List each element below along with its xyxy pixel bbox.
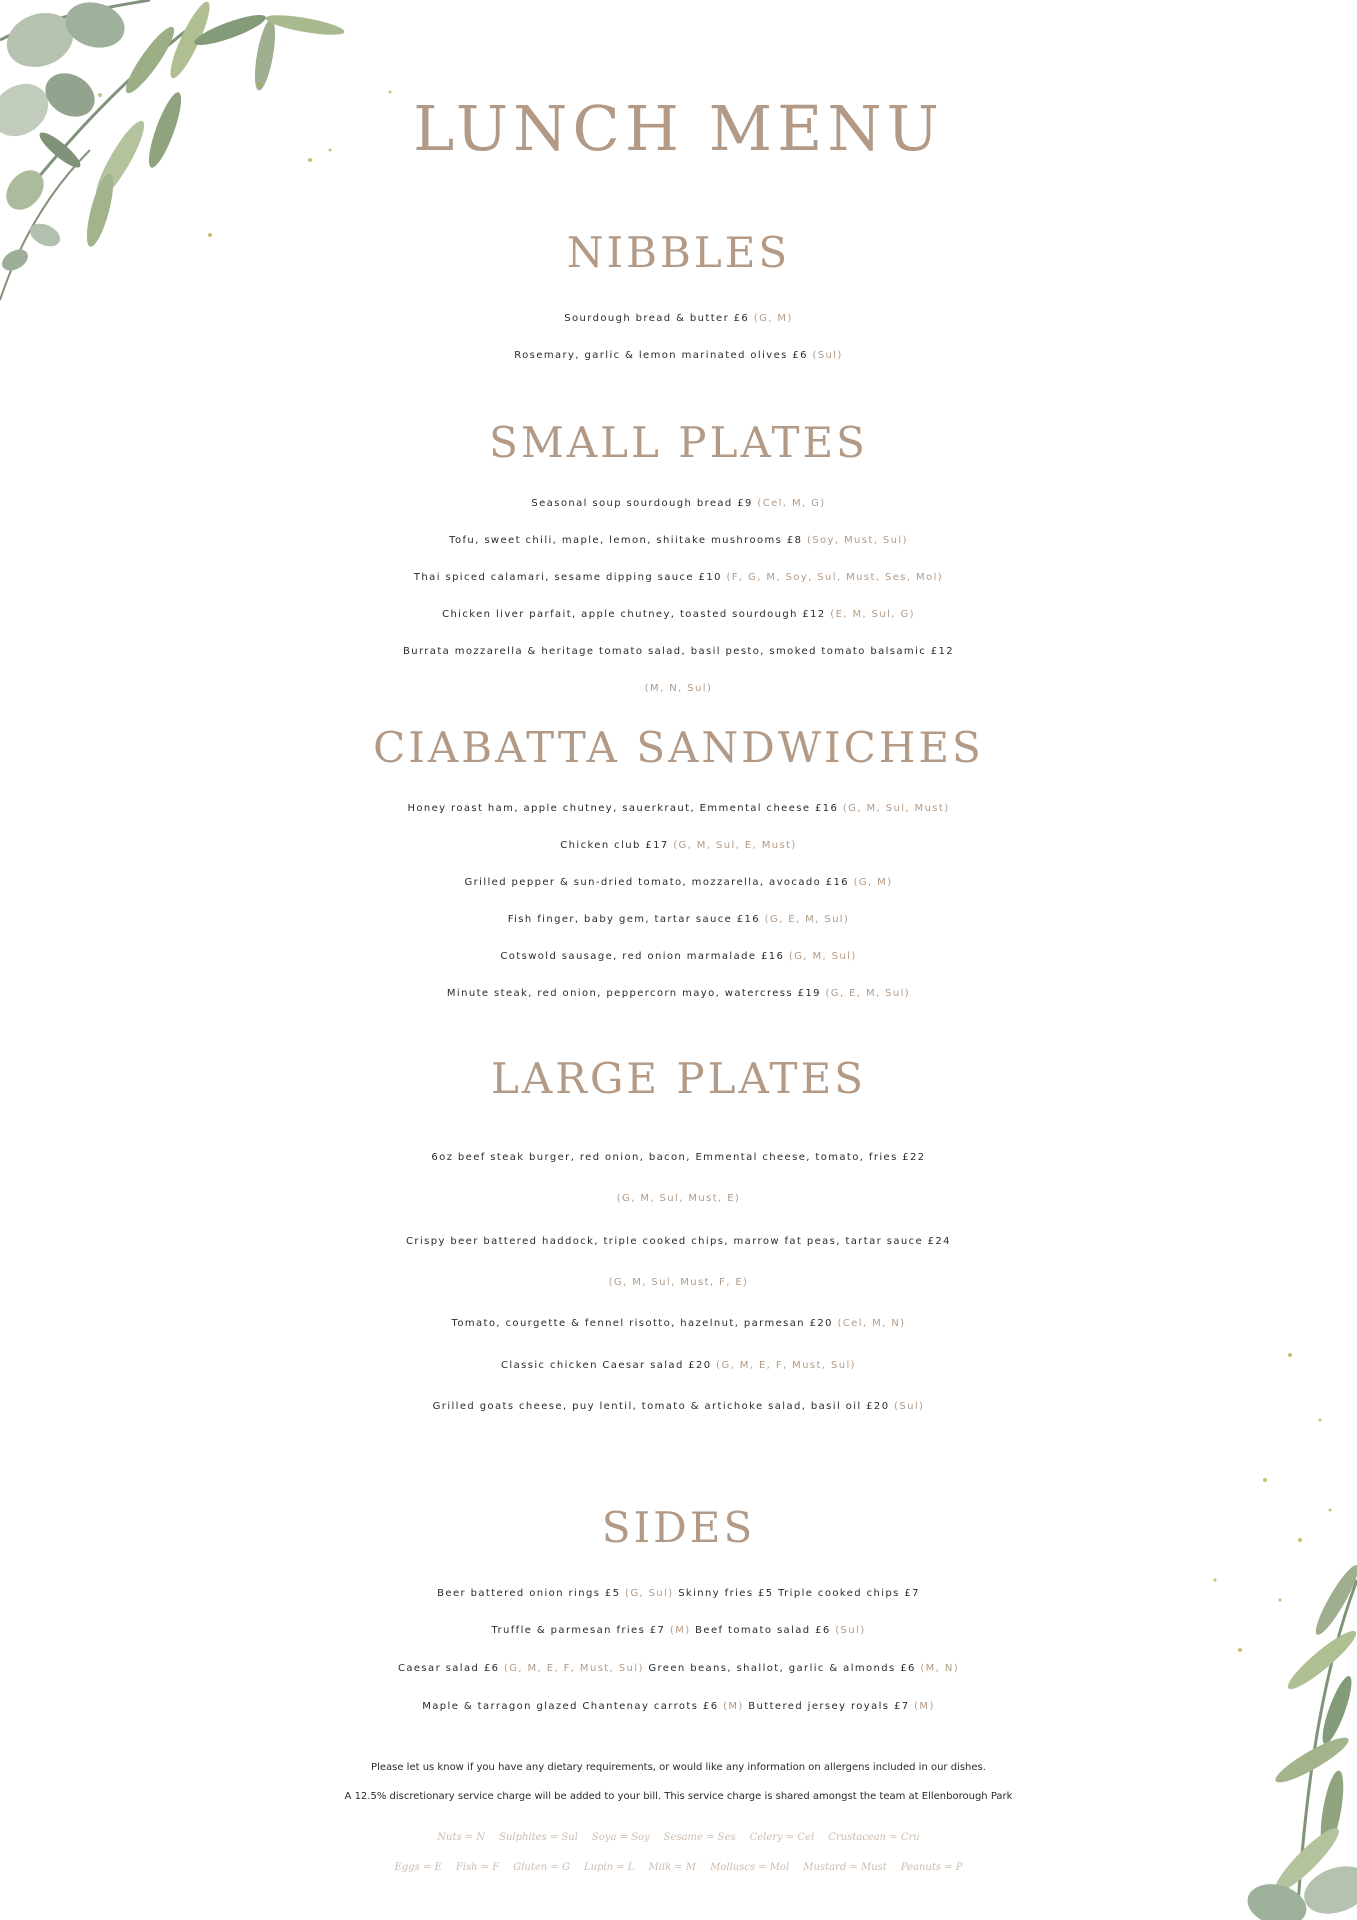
menu-item	[0, 840, 1357, 851]
menu-item-text: Sourdough bread & butter £6	[564, 313, 750, 324]
allergen-key-entry: Sesame = Ses	[663, 1832, 736, 1843]
sides-line	[0, 1625, 1357, 1636]
menu-item-text: 6oz beef steak burger, red onion, bacon, Emmental cheese, tomato, fries £22	[431, 1152, 926, 1163]
allergen-key-entry: Gluten = G	[513, 1862, 570, 1873]
allergen-codes: (M, N)	[920, 1663, 960, 1674]
menu-item	[0, 1152, 1357, 1163]
allergen-key-entry: Crustacean = Cru	[828, 1832, 920, 1843]
allergen-codes: (G, M, Sul, Must)	[842, 803, 950, 814]
menu-item-text: Cotswold sausage, red onion marmalade £16	[500, 951, 785, 962]
menu-item-text: Maple & tarragon glazed Chantenay carrots £6	[422, 1701, 719, 1712]
allergen-key-row-1	[0, 1832, 1357, 1843]
allergen-codes: (G, M, Sul, Must, E)	[616, 1193, 741, 1204]
menu-item	[0, 313, 1357, 324]
allergen-key-row-2	[0, 1862, 1357, 1873]
allergen-codes: (Sul)	[894, 1401, 925, 1412]
menu-item-continuation	[0, 1193, 1357, 1204]
allergen-codes: (Sul)	[835, 1625, 866, 1636]
menu-item-text: Honey roast ham, apple chutney, sauerkraut, Emmental cheese £16	[407, 803, 839, 814]
service-charge-note: A 12.5% discretionary service charge will be added to your bill. This service charge is shared amongst the team at Ellenborough Park	[344, 1791, 1013, 1802]
menu-item-text: Fish finger, baby gem, tartar sauce £16	[507, 914, 761, 925]
menu-item	[0, 803, 1357, 814]
allergen-key-entry: Fish = F	[455, 1862, 500, 1873]
menu-item-continuation	[0, 683, 1357, 694]
menu-item	[0, 1318, 1357, 1329]
allergen-key-entry: Eggs = E	[394, 1862, 442, 1873]
menu-item-text: Minute steak, red onion, peppercorn mayo, watercress £19	[446, 988, 821, 999]
allergen-codes: (F, G, M, Soy, Sul, Must, Ses, Mol)	[726, 572, 944, 583]
menu-item-text: Beer battered onion rings £5	[437, 1588, 621, 1599]
menu-item	[0, 535, 1357, 546]
menu-item	[0, 646, 1357, 657]
menu-item-text: Thai spiced calamari, sesame dipping sauce £10	[413, 572, 722, 583]
menu-item-text: Grilled pepper & sun-dried tomato, mozzarella, avocado £16	[464, 877, 849, 888]
menu-item-text: Grilled goats cheese, puy lentil, tomato & artichoke salad, basil oil £20	[432, 1401, 890, 1412]
menu-item-text: Tomato, courgette & fennel risotto, hazelnut, parmesan £20	[451, 1318, 833, 1329]
menu-item	[0, 877, 1357, 888]
allergen-key-entry: Nuts = N	[437, 1832, 486, 1843]
allergen-codes: (Cel, M, G)	[757, 498, 826, 509]
allergen-codes: (G, M)	[853, 877, 893, 888]
allergen-codes: (G, M, Sul, Must, F, E)	[608, 1277, 749, 1288]
menu-item	[0, 951, 1357, 962]
allergen-key-entry: Celery = Cel	[749, 1832, 815, 1843]
allergen-key-entry: Milk = M	[648, 1862, 697, 1873]
menu-item-text: Chicken club £17	[560, 840, 669, 851]
menu-item	[0, 988, 1357, 999]
menu-item	[0, 572, 1357, 583]
menu-item-text: Buttered jersey royals £7	[748, 1701, 910, 1712]
dietary-note: Please let us know if you have any dietary requirements, or would like any information on allergens included in our dishes.	[371, 1762, 986, 1773]
allergen-codes: (E, M, Sul, G)	[830, 609, 915, 620]
allergen-codes: (G, M, Sul)	[788, 951, 857, 962]
allergen-key-entry: Lupin = L	[583, 1862, 635, 1873]
section-heading-large-plates: LARGE PLATES	[490, 1054, 867, 1103]
sides-line	[0, 1663, 1357, 1674]
menu-item-text: Seasonal soup sourdough bread £9	[531, 498, 753, 509]
menu-item-text: Green beans, shallot, garlic & almonds £6	[648, 1663, 916, 1674]
section-heading-small-plates: SMALL PLATES	[489, 418, 868, 467]
allergen-codes: (G, M, Sul, E, Must)	[673, 840, 797, 851]
sides-line	[0, 1701, 1357, 1712]
menu-item-text: Burrata mozzarella & heritage tomato salad, basil pesto, smoked tomato balsamic £12	[402, 646, 955, 657]
allergen-codes: (G, M, E, F, Must, Sul)	[716, 1360, 856, 1371]
allergen-codes: (M)	[914, 1701, 935, 1712]
menu-item-text: Beef tomato salad £6	[695, 1625, 831, 1636]
allergen-key-entry: Mustard = Must	[803, 1862, 887, 1873]
menu-item-text: Chicken liver parfait, apple chutney, toasted sourdough £12	[442, 609, 826, 620]
menu-item	[0, 498, 1357, 509]
allergen-codes: (G, E, M, Sul)	[764, 914, 850, 925]
allergen-codes: (G, M, E, F, Must, Sul)	[503, 1663, 644, 1674]
allergen-codes: (Sul)	[812, 350, 843, 361]
allergen-key-entry: Molluscs = Mol	[710, 1862, 790, 1873]
allergen-key-entry: Soya = Soy	[591, 1832, 650, 1843]
section-heading-nibbles: NIBBLES	[566, 228, 791, 277]
menu-item-text: Rosemary, garlic & lemon marinated olives £6	[514, 350, 808, 361]
allergen-codes: (M)	[723, 1701, 744, 1712]
sides-line	[0, 1588, 1357, 1599]
section-heading-sides: SIDES	[601, 1503, 756, 1552]
menu-item	[0, 350, 1357, 361]
menu-item	[0, 1236, 1357, 1247]
allergen-codes: (M)	[669, 1625, 691, 1636]
allergen-key-entry: Sulphites = Sul	[499, 1832, 578, 1843]
allergen-key-entry: Peanuts = P	[900, 1862, 963, 1873]
allergen-codes: (G, Sul)	[625, 1588, 674, 1599]
menu-item	[0, 1360, 1357, 1371]
allergen-codes: (Soy, Must, Sul)	[806, 535, 908, 546]
menu-item-text: Crispy beer battered haddock, triple cooked chips, marrow fat peas, tartar sauce £24	[406, 1236, 951, 1247]
menu-item-text: Truffle & parmesan fries £7	[491, 1625, 666, 1636]
menu-title: LUNCH MENU	[413, 92, 944, 165]
allergen-codes: (M, N, Sul)	[644, 683, 713, 694]
allergen-codes: (G, E, M, Sul)	[825, 988, 911, 999]
menu-item-text: Tofu, sweet chili, maple, lemon, shiitake mushrooms £8	[449, 535, 803, 546]
allergen-codes: (G, M)	[753, 313, 793, 324]
menu-item	[0, 1401, 1357, 1412]
menu-item-text: Classic chicken Caesar salad £20	[501, 1360, 712, 1371]
menu-item-text: Skinny fries £5 Triple cooked chips £7	[678, 1588, 920, 1599]
menu-item-continuation	[0, 1277, 1357, 1288]
menu-item	[0, 914, 1357, 925]
section-heading-ciabatta-sandwiches: CIABATTA SANDWICHES	[373, 723, 984, 772]
allergen-codes: (Cel, M, N)	[837, 1318, 906, 1329]
menu-item	[0, 609, 1357, 620]
menu-item-text: Caesar salad £6	[397, 1663, 500, 1674]
